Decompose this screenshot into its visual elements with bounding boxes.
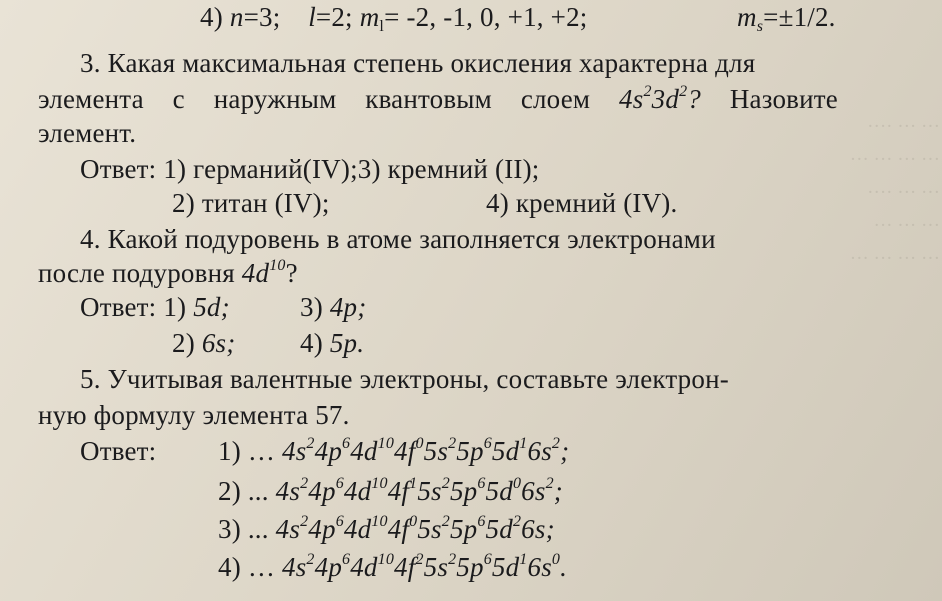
q4-answer-row1: Ответ: 1) 5d;	[80, 292, 230, 322]
q4-answer-opt2: 2) 6s;	[172, 328, 236, 358]
bleed-through-text: ··· ··· ···· ··· ··· ··· ··· ··· ··· ···· ··· ··· ··· ··· ··· ··· ···	[849, 116, 940, 269]
q2-ms-value: $m_s=\pm 1/2$.	[737, 2, 836, 35]
q5-option-1	[218, 436, 569, 467]
option-number: 1) …	[218, 436, 282, 466]
option-number: 3) ...	[218, 514, 276, 544]
q2-option-4: 4) n=3; l=2; $m_l= -2$, -1, 0, +1, +2;	[200, 2, 588, 35]
q5-option-3	[218, 514, 555, 545]
q4-question-line2: после подуровня $4d^{10}$?	[38, 257, 298, 288]
electron-formula: $4s^24p^64d^{10}4f^05s^25p^65d^26s$;	[275, 513, 555, 544]
electron-formula: $4s^24p^64d^{10}4f^25s^25p^65d^16s^0$.	[282, 551, 568, 582]
q3-answer-row1: Ответ: 1) германий(IV);3) кремний (II);	[80, 154, 540, 184]
q5-option-4	[218, 552, 567, 583]
q5-question-line1: 5. Учитывая валентные электроны, составьте электрон-	[80, 364, 729, 394]
q5-option-2	[218, 476, 563, 507]
q3-formula: $4s^23d^2$?	[619, 83, 701, 114]
q3-answer-opt4: 4) кремний (IV).	[486, 188, 678, 218]
q3-answer-opt2: 2) титан (IV);	[172, 188, 330, 218]
q4-answer-opt3: 3) 4p;	[300, 292, 367, 322]
q4-answer-opt4: 4) 5p.	[300, 328, 365, 358]
option-number: 2) ...	[218, 476, 276, 506]
electron-formula: $4s^24p^64d^{10}4f^15s^25p^65d^06s^2$;	[275, 475, 563, 506]
q4-question-line1: 4. Какой подуровень в атоме заполняется электронами	[80, 224, 716, 254]
q3-question-line1: 3. Какая максимальная степень окисления характерна для	[80, 48, 756, 78]
q5-answer-label: Ответ:	[80, 436, 157, 466]
q3-question-line3: элемент.	[38, 118, 137, 148]
q3-question-line2: элемента с наружным квантовым слоем $4s^23d^2$? Назовите	[38, 83, 838, 114]
q5-question-line2: ную формулу элемента 57.	[38, 400, 350, 430]
option-number: 4) …	[218, 552, 282, 582]
electron-formula: $4s^24p^64d^{10}4f^05s^25p^65d^16s^2$;	[282, 435, 570, 466]
